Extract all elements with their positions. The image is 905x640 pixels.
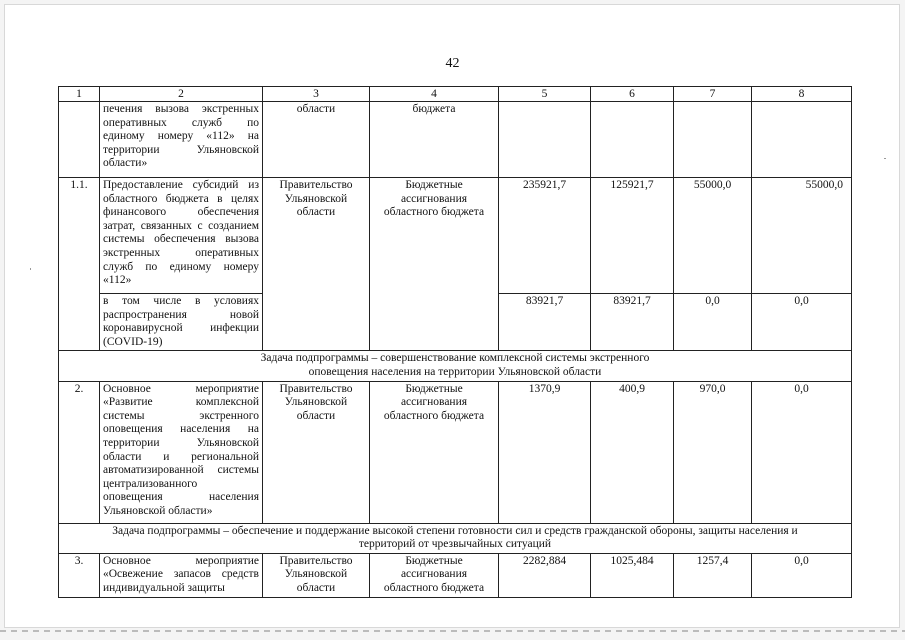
value-total-cell: 83921,7 <box>499 294 591 351</box>
funding-source-cell: бюджета <box>370 102 499 178</box>
header-cell: 7 <box>674 87 752 102</box>
header-cell: 6 <box>591 87 674 102</box>
executor-cell: Правительство Ульяновской области <box>263 178 370 351</box>
value-year3-cell: 55000,0 <box>752 178 852 294</box>
executor-cell: Правительство Ульяновской области <box>263 553 370 597</box>
scan-edge <box>0 630 905 632</box>
value-year1-cell: 125921,7 <box>591 178 674 294</box>
value-total-cell: 1370,9 <box>499 381 591 523</box>
table-row <box>59 381 852 523</box>
value-year3-cell: 0,0 <box>752 294 852 351</box>
row-number-cell: 1.1. <box>59 178 100 351</box>
table-row <box>59 178 852 294</box>
value-year3-cell: 0,0 <box>752 553 852 597</box>
task-heading: Задача подпрограммы – совершенствование комплексной системы экстренного оповещения населения на территории Ульяновской области <box>59 351 852 381</box>
page-number: 42 <box>445 56 460 71</box>
header-cell: 1 <box>59 87 100 102</box>
funding-source-cell: Бюджетные ассигнования областного бюджета <box>370 178 499 351</box>
header-row <box>59 87 852 102</box>
value-cell <box>499 102 591 178</box>
budget-table <box>58 86 852 598</box>
value-cell <box>674 102 752 178</box>
measure-name-cell: печения вызова экстренных оперативных служб по единому номеру «112» на территории Ульяновской области» <box>100 102 263 178</box>
measure-name-cell: Предоставление субсидий из областного бюджета в целях финансового обеспечения затрат, связанных с созданием системы обеспечения вызова экстренных оперативных служб по единому номеру «112» <box>100 178 263 294</box>
measure-name-cell: Основное мероприятие «Освежение запасов средств индивидуальной защиты <box>100 553 263 597</box>
value-year2-cell: 0,0 <box>674 294 752 351</box>
measure-name-cell: Основное мероприятие «Развитие комплексной системы экстренного оповещения населения на территории Ульяновской области и региональной автоматизированной системы централизованного оповещения населения Ульяновской области» <box>100 381 263 523</box>
scan-mark <box>884 158 886 159</box>
value-year2-cell: 970,0 <box>674 381 752 523</box>
scan-mark <box>30 268 31 270</box>
row-number-cell: 3. <box>59 553 100 597</box>
value-year1-cell: 400,9 <box>591 381 674 523</box>
header-cell: 5 <box>499 87 591 102</box>
value-year2-cell: 1257,4 <box>674 553 752 597</box>
funding-source-cell: Бюджетные ассигнования областного бюджета <box>370 381 499 523</box>
task-row <box>59 351 852 381</box>
table-row <box>59 553 852 597</box>
row-number-cell <box>59 102 100 178</box>
header-cell: 3 <box>263 87 370 102</box>
executor-cell: Правительство Ульяновской области <box>263 381 370 523</box>
header-cell: 8 <box>752 87 852 102</box>
funding-source-cell: Бюджетные ассигнования областного бюджета <box>370 553 499 597</box>
value-year3-cell: 0,0 <box>752 381 852 523</box>
value-year2-cell: 55000,0 <box>674 178 752 294</box>
value-total-cell: 235921,7 <box>499 178 591 294</box>
measure-name-cell: в том числе в условиях распространения новой коронавирусной инфекции (COVID-19) <box>100 294 263 351</box>
executor-cell: области <box>263 102 370 178</box>
value-total-cell: 2282,884 <box>499 553 591 597</box>
value-year1-cell: 83921,7 <box>591 294 674 351</box>
value-year1-cell: 1025,484 <box>591 553 674 597</box>
row-number-cell: 2. <box>59 381 100 523</box>
header-cell: 4 <box>370 87 499 102</box>
table-row <box>59 102 852 178</box>
value-cell <box>591 102 674 178</box>
value-cell <box>752 102 852 178</box>
task-heading: Задача подпрограммы – обеспечение и поддержание высокой степени готовности сил и средств гражданской обороны, защиты населения и территорий от чрезвычайных ситуаций <box>59 523 852 553</box>
header-cell: 2 <box>100 87 263 102</box>
task-row <box>59 523 852 553</box>
